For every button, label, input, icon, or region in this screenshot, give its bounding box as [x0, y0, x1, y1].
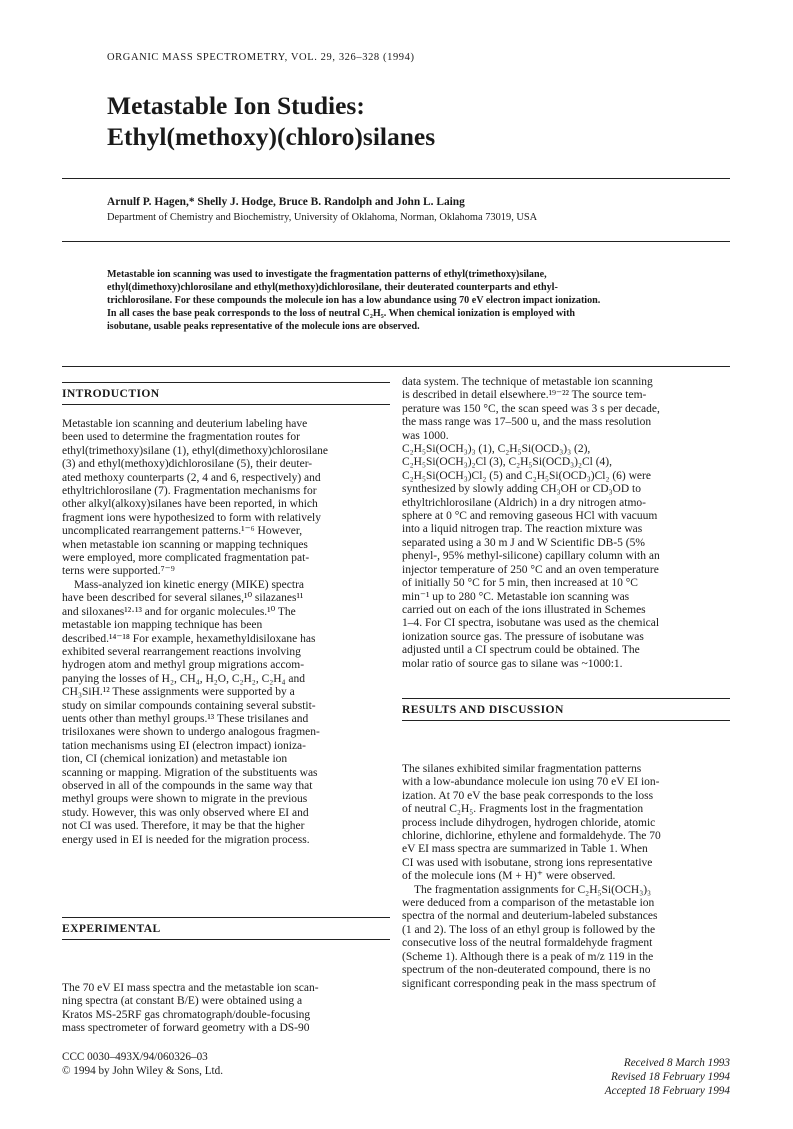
text-line: study on similar compounds containing several substit- — [62, 699, 316, 712]
footer — [62, 1050, 223, 1078]
text-line: perature was 150 °C, the scan speed was 3 s per decade, — [402, 402, 660, 415]
text-line: study. However, this was only observed where EI and — [62, 806, 309, 819]
experimental-text — [62, 982, 390, 1036]
text-line: process include dihydrogen, hydrogen chloride, atomic — [402, 816, 656, 829]
text-line: The silanes exhibited similar fragmentation patterns — [402, 763, 642, 775]
text-line: C₂H₅Si(OCH₃)₃ (1), C₂H₅Si(OCD₃)₃ (2), — [402, 443, 591, 456]
text-line: tation mechanisms using EI (electron impact) ioniza- — [62, 739, 306, 752]
text-line: significant corresponding peak in the mass spectrum of — [402, 977, 656, 990]
text-line: ated methoxy counterparts (2, 4 and 6, respectively) and — [62, 471, 321, 484]
text-line: energy used in EI is needed for the migration process. — [62, 833, 310, 846]
text-line: data system. The technique of metastable ion scanning — [402, 376, 653, 388]
text-line: hydrogen atom and methyl group migrations accom- — [62, 659, 305, 672]
text-line: consecutive loss of the neutral formaldehyde fragment — [402, 937, 653, 950]
issn-code: CCC 0030–493X/94/060326–03 — [62, 1051, 208, 1063]
revised-date: Revised 18 February 1994 — [611, 1071, 730, 1083]
text-line: of neutral C₂H₅. Fragments lost in the fragmentation — [402, 803, 644, 816]
text-line: ionization source gas. The pressure of isobutane was — [402, 630, 644, 643]
abstract-line: Metastable ion scanning was used to investigate the fragmentation patterns of ethyl(trimethoxy)silane, — [107, 269, 547, 280]
text-line: spectra of the normal and deuterium-labeled substances — [402, 910, 658, 923]
experimental-continued — [402, 376, 730, 671]
text-line: phenyl-, 95% methyl-silicone) capillary column with an — [402, 550, 660, 563]
section-rule — [402, 720, 730, 721]
text-line: is described in detail elsewhere.¹⁹⁻²² The source tem- — [402, 389, 647, 402]
text-line: tion, CI (chemical ionization) and metastable ion — [62, 753, 288, 766]
text-line: (Scheme 1). Although there is a peak of m/z 119 in the — [402, 950, 654, 963]
text-line: was 1000. — [402, 429, 449, 442]
abstract-line: isobutane, usable peaks representative of the molecule ions are observed. — [107, 321, 420, 333]
text-line: Metastable ion scanning and deuterium labeling have — [62, 418, 308, 430]
text-line: (1 and 2). The loss of an ethyl group is followed by the — [402, 923, 656, 936]
text-line: and siloxanes¹²·¹³ and for organic molecules.¹⁰ The — [62, 605, 296, 618]
text-line: other alkyl(alkoxy)silanes have been reported, in which — [62, 498, 318, 511]
text-line: Kratos MS-25RF gas chromatograph/double-focusing — [62, 1008, 311, 1021]
accepted-date: Accepted 18 February 1994 — [604, 1085, 730, 1097]
text-line: panying the losses of H₂, CH₄, H₂O, C₂H₂, C₂H₄ and — [62, 672, 306, 685]
title-line-2: Ethyl(methoxy)(chloro)silanes — [107, 122, 436, 151]
text-line: Mass-analyzed ion kinetic energy (MIKE) spectra — [74, 578, 305, 591]
results-text — [402, 763, 730, 991]
text-line: 1–4. For CI spectra, isobutane was used as the chemical — [402, 617, 660, 630]
text-line: (3) and ethyl(methoxy)dichlorosilane (5), their deuter- — [62, 458, 313, 471]
section-rule — [62, 382, 390, 383]
text-line: of initially 50 °C for 5 min, then increased at 10 °C — [402, 577, 638, 590]
text-line: have been described for several silanes,¹⁰ silazanes¹¹ — [62, 592, 304, 605]
text-line: observed in all of the compounds in the same way that — [62, 779, 313, 792]
text-line: injector temperature of 250 °C and an oven temperature — [402, 563, 659, 576]
text-line: fragment ions were hypothesized to form with relatively — [62, 511, 321, 524]
text-line: been used to determine the fragmentation routes for — [62, 431, 300, 444]
text-line: uncomplicated rearrangement patterns.¹⁻⁶ However, — [62, 525, 303, 538]
text-line: CH₃SiH.¹² These assignments were supported by a — [62, 686, 295, 699]
text-line: the mass range was 17–500 u, and the mass resolution — [402, 416, 652, 429]
text-line: exhibited several rearrangement reactions involving — [62, 645, 301, 658]
introduction-text — [62, 418, 390, 847]
text-line: ning spectra (at constant B/E) were obtained using a — [62, 995, 303, 1008]
text-line: separated using a 30 m J and W Scientific DB-5 (5% — [402, 536, 645, 549]
abstract-line: ethyl(dimethoxy)chlorosilane and ethyl(methoxy)dichlorosilane, their deuterated counterparts and ethyl- — [107, 282, 558, 294]
text-line: metastable ion mapping technique has been — [62, 619, 263, 632]
text-line: were employed, more complicated fragmentation pat- — [62, 552, 310, 565]
text-line: CI was used with isobutane, strong ions representative — [402, 856, 653, 869]
paper-title — [107, 90, 707, 152]
affiliation: Department of Chemistry and Biochemistry, University of Oklahoma, Norman, Oklahoma 73019, USA — [107, 212, 538, 223]
text-line: ethyltrichlorosilane (7). Fragmentation mechanisms for — [62, 485, 317, 498]
text-line: trisiloxanes were shown to undergo analogous fragmen- — [62, 726, 320, 739]
text-line: molar ratio of source gas to silane was ~1000:1. — [402, 657, 623, 670]
text-line: methyl groups were shown to migrate in the previous — [62, 793, 308, 806]
text-line: min⁻¹ up to 280 °C. Metastable ion scanning was — [402, 590, 630, 603]
text-line: The 70 eV EI mass spectra and the metastable ion scan- — [62, 982, 319, 994]
text-line: ethyl(trimethoxy)silane (1), ethyl(dimethoxy)chlorosilane — [62, 444, 329, 457]
section-rule — [62, 939, 390, 940]
text-line: spectrum of the non-deuterated compound, there is no — [402, 964, 651, 977]
journal-header: ORGANIC MASS SPECTROMETRY, VOL. 29, 326–328 (1994) — [107, 52, 415, 63]
text-line: scanning or mapping. Migration of the substituents was — [62, 766, 318, 779]
text-line: were deduced from a comparison of the metastable ion — [402, 897, 655, 910]
title-line-1: Metastable Ion Studies: — [107, 91, 365, 120]
text-line: The fragmentation assignments for C₂H₅Si(OCH₃)₃ — [414, 883, 652, 896]
text-line: eV EI mass spectra are summarized in Table 1. When — [402, 843, 648, 856]
authors: Arnulf P. Hagen,* Shelly J. Hodge, Bruce B. Randolph and John L. Laing — [107, 196, 465, 208]
text-line: C₂H₅Si(OCH₃)₂Cl (3), C₂H₅Si(OCD₃)₂Cl (4), — [402, 456, 613, 469]
section-heading-introduction: INTRODUCTION — [62, 387, 160, 400]
section-rule — [62, 404, 390, 405]
copyright: © 1994 by John Wiley & Sons, Ltd. — [62, 1065, 224, 1077]
text-line: adjusted until a CI spectrum could be obtained. The — [402, 644, 640, 657]
abstract-line: trichlorosilane. For these compounds the molecule ion has a low abundance using 70 eV electron impact ionization. — [107, 295, 601, 307]
divider-top — [62, 178, 730, 179]
text-line: synthesized by slowly adding CH₃OH or CD₃OD to — [402, 483, 641, 496]
text-line: into a liquid nitrogen trap. The reaction mixture was — [402, 523, 643, 536]
divider-abstract — [62, 366, 730, 367]
text-line: of the molecule ions (M + H)⁺ were observed. — [402, 870, 616, 883]
text-line: terns were supported.⁷⁻⁹ — [62, 565, 175, 578]
divider-mid — [62, 241, 730, 242]
text-line: mass spectrometer of forward geometry with a DS-90 — [62, 1022, 310, 1035]
received-date: Received 8 March 1993 — [623, 1057, 730, 1069]
section-rule — [402, 698, 730, 699]
section-heading-results: RESULTS AND DISCUSSION — [402, 703, 564, 716]
text-line: carried out on each of the ions illustrated in Schemes — [402, 603, 646, 616]
text-line: chlorine, dichlorine, ethylene and formaldehyde. The 70 — [402, 830, 661, 843]
abstract-line: In all cases the base peak corresponds to the loss of neutral C₂H₅. When chemical ionization is employed with — [107, 308, 576, 320]
text-line: ization. At 70 eV the base peak corresponds to the loss — [402, 789, 654, 802]
section-heading-experimental: EXPERIMENTAL — [62, 922, 161, 935]
manuscript-dates — [560, 1056, 730, 1098]
text-line: described.¹⁴⁻¹⁸ For example, hexamethyldisiloxane has — [62, 632, 316, 645]
text-line: when metastable ion scanning or mapping techniques — [62, 538, 308, 551]
abstract — [107, 268, 724, 333]
text-line: uents other than methyl groups.¹³ These trisilanes and — [62, 712, 309, 725]
text-line: C₂H₅Si(OCH₃)Cl₂ (5) and C₂H₅Si(OCD₃)Cl₂ (6) were — [402, 469, 651, 482]
text-line: with a low-abundance molecule ion using 70 eV EI ion- — [402, 776, 660, 789]
text-line: not CI was used. Therefore, it may be that the higher — [62, 820, 305, 833]
text-line: ethyltrichlorosilane (Aldrich) in a dry nitrogen atmo- — [402, 496, 646, 509]
text-line: sphere at 0 °C and removing gaseous HCl with vacuum — [402, 510, 658, 523]
section-rule — [62, 917, 390, 918]
